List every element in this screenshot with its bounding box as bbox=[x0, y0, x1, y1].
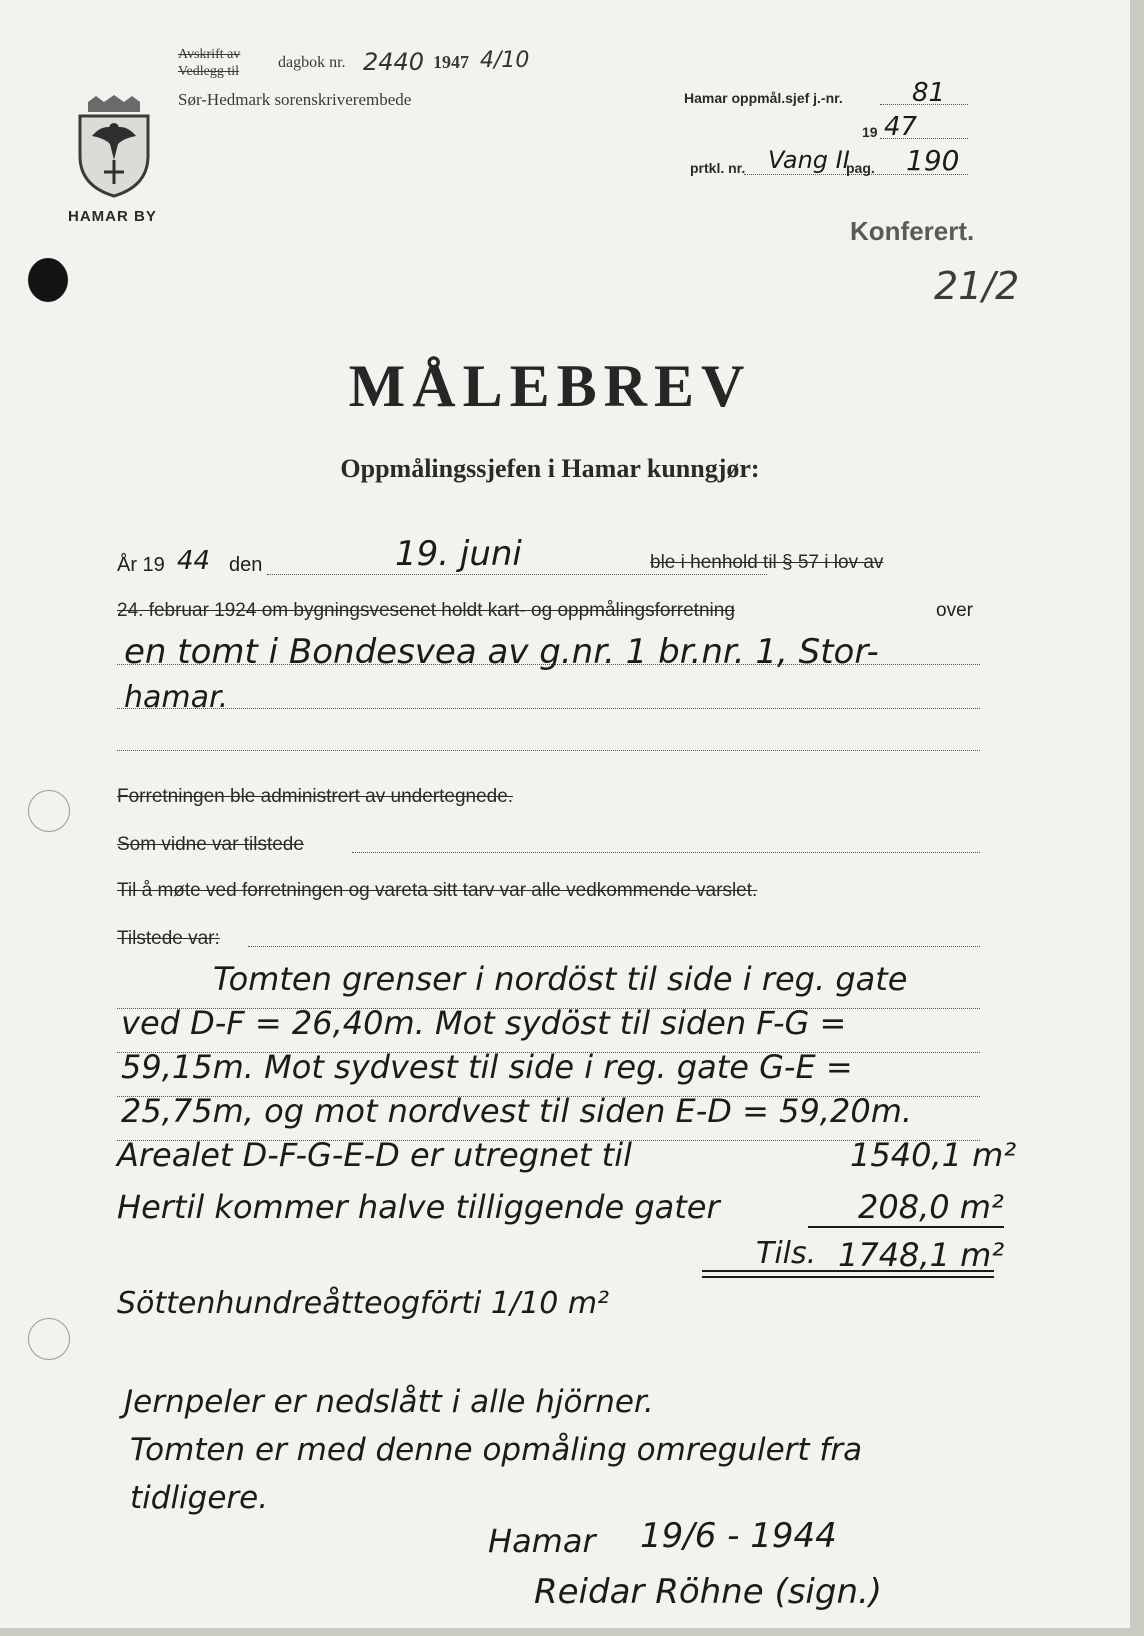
date-value: 19. juni bbox=[395, 534, 522, 574]
signature-name: Reidar Röhne (sign.) bbox=[534, 1572, 883, 1612]
note-line: Tomten er med denne opmåling omregulert fra bbox=[130, 1432, 863, 1468]
area-line1-text: Arealet D-F-G-E-D er utregnet til bbox=[117, 1136, 632, 1174]
tilstede-line: Tilstede var: bbox=[117, 928, 220, 949]
page-subtitle: Oppmålingssjefen i Hamar kunngjør: bbox=[340, 454, 760, 483]
object-line2: hamar. bbox=[124, 680, 229, 715]
note-line: tidligere. bbox=[130, 1480, 269, 1516]
signature-date: 19/6 - 1944 bbox=[640, 1516, 837, 1556]
prtkl-label: prtkl. nr. bbox=[690, 160, 746, 176]
journal-number: 81 bbox=[912, 78, 946, 108]
stamp-vedlegg: Vedlegg til bbox=[178, 64, 240, 79]
journal-year-prefix: 19 bbox=[862, 124, 878, 140]
signature-place: Hamar bbox=[488, 1522, 596, 1560]
description-line: ved D-F = 26,40m. Mot sydöst til siden F-G = bbox=[121, 1004, 847, 1042]
registry-stamp bbox=[178, 46, 598, 116]
journal-year-suffix: 47 bbox=[884, 112, 918, 142]
ar-value: 44 bbox=[177, 546, 211, 576]
law-part1: ble i henhold til § 57 i lov av bbox=[650, 552, 884, 573]
area-total-value: 1748,1 m² bbox=[838, 1236, 1005, 1274]
ink-blot bbox=[28, 258, 68, 302]
city-label: HAMAR BY bbox=[68, 208, 157, 225]
area-total-underline bbox=[702, 1276, 994, 1278]
area-line2-underline bbox=[808, 1226, 1004, 1228]
area-words: Söttenhundreåtteogförti 1/10 m² bbox=[117, 1286, 610, 1321]
administrert-line: Forretningen ble administrert av undertegnede. bbox=[117, 786, 514, 807]
mote-line: Til å møte ved forretningen og vareta sitt tarv var alle vedkommende varslet. bbox=[117, 880, 758, 901]
stamp-dagbok-year: 1947 bbox=[433, 52, 469, 72]
ar-label: År 19 bbox=[117, 554, 165, 576]
note-line: Jernpeler er nedslått i alle hjörner. bbox=[124, 1384, 654, 1420]
stamp-dagbok-number: 2440 bbox=[363, 48, 425, 76]
pag-value: 190 bbox=[906, 144, 960, 177]
description-line: 25,75m, og mot nordvest til siden E-D = 59,20m. bbox=[121, 1092, 913, 1130]
stamp-office: Sør-Hedmark sorenskriverembede bbox=[178, 90, 412, 109]
journal-block bbox=[684, 78, 984, 178]
over-label: over bbox=[936, 600, 973, 621]
area-total-label: Tils. bbox=[756, 1236, 817, 1271]
vidne-line: Som vidne var tilstede bbox=[117, 834, 304, 855]
area-line2-value: 208,0 m² bbox=[858, 1188, 1004, 1226]
page-title: MÅLEBREV bbox=[348, 353, 752, 419]
law-part2: 24. februar 1924 om bygningsvesenet holdt kart- og oppmålingsforretning bbox=[117, 600, 735, 621]
description-line: 59,15m. Mot sydvest til side i reg. gate G-E = bbox=[121, 1048, 853, 1086]
area-line1-value: 1540,1 m² bbox=[850, 1136, 1017, 1174]
page-edge bbox=[1130, 0, 1144, 1636]
den-label: den bbox=[229, 554, 263, 576]
description-line: Tomten grenser i nordöst til side i reg. gate bbox=[213, 960, 908, 998]
pag-label: pag. bbox=[846, 160, 875, 176]
konferert-initials: 21/2 bbox=[934, 264, 1020, 308]
area-total-underline bbox=[702, 1270, 994, 1272]
area-line2-text: Hertil kommer halve tilliggende gater bbox=[117, 1188, 720, 1226]
stamp-dagbok-date: 4/10 bbox=[480, 48, 530, 73]
punch-hole bbox=[28, 1318, 70, 1360]
stamp-dagbok: dagbok nr. bbox=[278, 54, 346, 71]
prtkl-value: Vang II bbox=[768, 146, 850, 174]
page-edge bbox=[0, 1628, 1144, 1636]
journal-label: Hamar oppmål.sjef j.-nr. bbox=[684, 90, 843, 106]
konferert-stamp: Konferert. bbox=[850, 216, 975, 246]
object-line1: en tomt i Bondesvea av g.nr. 1 br.nr. 1, Stor- bbox=[124, 632, 879, 672]
coat-of-arms-icon bbox=[74, 94, 154, 198]
punch-hole bbox=[28, 790, 70, 832]
stamp-avskrift: Avskrift av bbox=[178, 47, 241, 62]
